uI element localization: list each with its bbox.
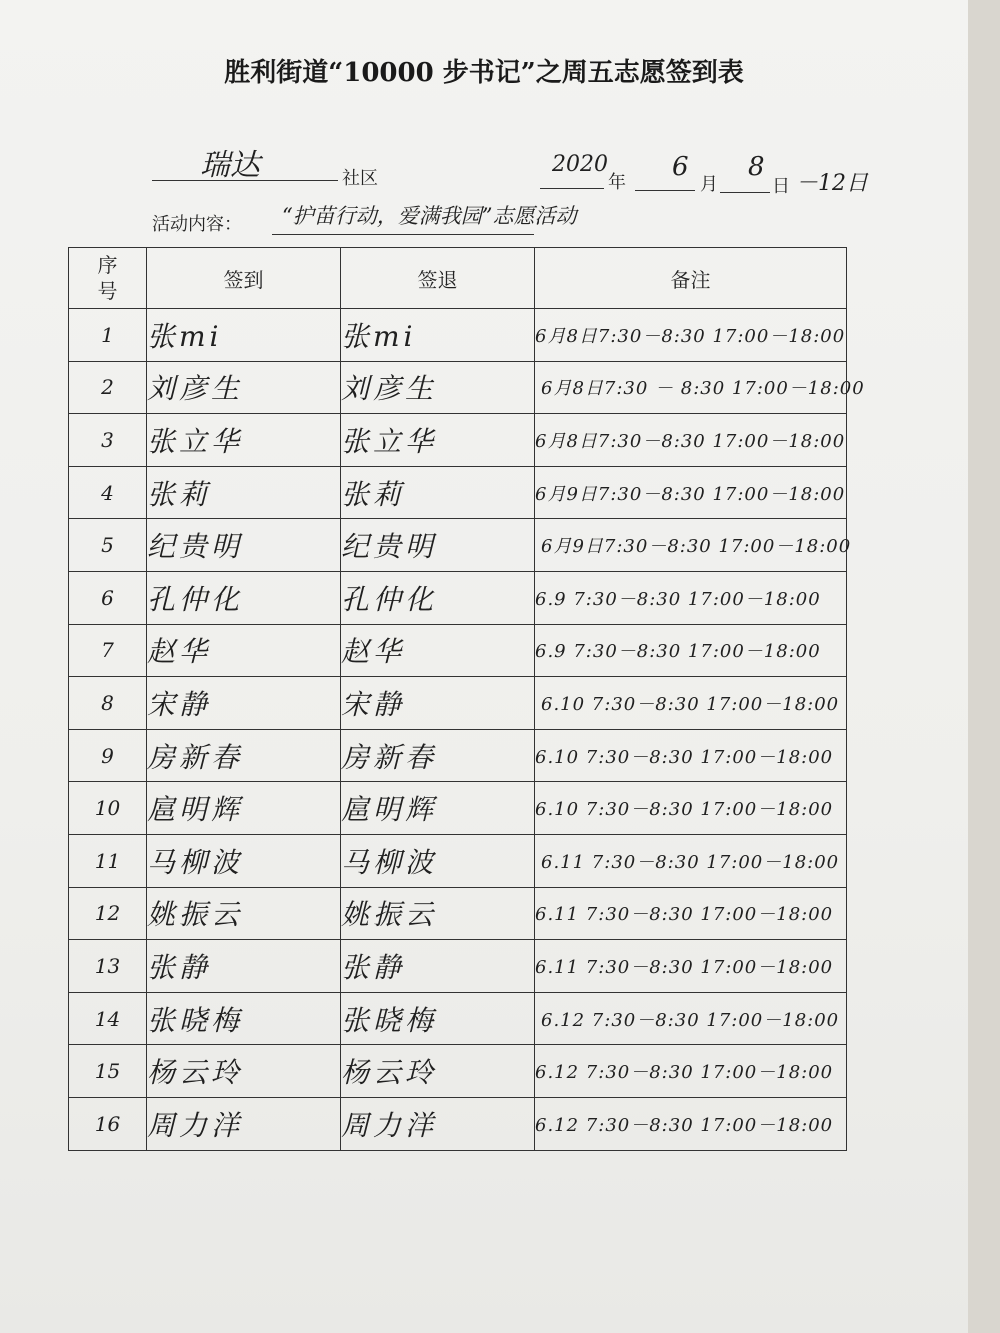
sign-out-signature-text: 张莉 xyxy=(341,477,406,511)
page-title: 胜利街道“10000 步书记”之周五志愿签到表 xyxy=(224,58,744,88)
row-number xyxy=(69,624,147,677)
row-number-text: 10 xyxy=(94,796,121,821)
row-number-text: 14 xyxy=(94,1006,121,1031)
sign-out-signature xyxy=(341,729,535,782)
sign-in-signature xyxy=(147,782,341,835)
row-number xyxy=(69,1097,147,1150)
note-time-range-text: 6.12 7:30－8:30 17:00－18:00 xyxy=(535,1062,834,1084)
sign-in-signature xyxy=(147,940,341,993)
note-time-range-text: 6.11 7:30－8:30 17:00－18:00 xyxy=(535,904,834,926)
sign-in-signature xyxy=(147,414,341,467)
row-number-text: 13 xyxy=(94,953,121,978)
date-range-suffix: －12日 xyxy=(796,171,868,196)
sign-in-signature xyxy=(147,466,341,519)
sign-out-signature-text: 张mi xyxy=(341,319,417,353)
sign-out-signature xyxy=(341,834,535,887)
sign-in-signature-text: 张晓梅 xyxy=(147,1003,244,1037)
row-number-text: 2 xyxy=(101,375,114,400)
sign-out-signature xyxy=(341,677,535,730)
note-time-range-text: 6月8日7:30 － 8:30 17:00－18:00 xyxy=(541,378,865,400)
community-label: 社区 xyxy=(342,168,378,189)
row-number-text: 16 xyxy=(94,1111,121,1136)
note-time-range-text: 6.11 7:30－8:30 17:00－18:00 xyxy=(535,956,834,978)
sign-out-signature-text: 扈明辉 xyxy=(341,793,438,827)
row-number-text: 1 xyxy=(101,322,114,347)
sign-in-signature-text: 张mi xyxy=(147,319,223,353)
row-number-text: 15 xyxy=(94,1059,121,1084)
year-value: 2020 xyxy=(552,152,608,177)
note-time-range xyxy=(535,834,847,887)
activity-underline xyxy=(272,234,534,235)
note-time-range xyxy=(535,887,847,940)
note-time-range xyxy=(535,940,847,993)
note-time-range xyxy=(535,624,847,677)
sign-in-signature xyxy=(147,571,341,624)
sign-in-signature xyxy=(147,361,341,414)
sign-in-signature xyxy=(147,1045,341,1098)
sign-out-signature-text: 杨云玲 xyxy=(341,1056,438,1090)
row-number-text: 4 xyxy=(101,480,114,505)
note-time-range xyxy=(535,466,847,519)
month-value: 6 xyxy=(672,152,689,182)
note-time-range xyxy=(535,992,847,1045)
sign-out-signature-text: 张立华 xyxy=(341,424,438,458)
sign-out-signature xyxy=(341,992,535,1045)
day-label: 日 xyxy=(772,176,790,197)
note-time-range-text: 6.12 7:30－8:30 17:00－18:00 xyxy=(535,1114,834,1136)
sign-in-signature-text: 姚振云 xyxy=(147,898,244,932)
sign-in-signature-text: 张静 xyxy=(147,950,212,984)
row-number-text: 5 xyxy=(101,533,114,558)
sign-in-signature-text: 杨云玲 xyxy=(147,1056,244,1090)
sign-in-signature-text: 孔仲化 xyxy=(147,582,244,616)
table-row xyxy=(69,361,847,414)
table-row xyxy=(69,940,847,993)
sign-in-signature-text: 刘彦生 xyxy=(147,372,244,406)
table-row xyxy=(69,519,847,572)
row-number xyxy=(69,834,147,887)
row-number xyxy=(69,414,147,467)
note-time-range xyxy=(535,677,847,730)
row-number xyxy=(69,361,147,414)
row-number xyxy=(69,519,147,572)
year-label: 年 xyxy=(608,172,626,193)
table-row xyxy=(69,466,847,519)
table-row xyxy=(69,729,847,782)
table-row xyxy=(69,1045,847,1098)
sign-out-signature xyxy=(341,1097,535,1150)
seq-header-label: 序号 xyxy=(97,253,118,303)
note-time-range-text: 6月9日7:30－8:30 17:00－18:00 xyxy=(535,483,846,505)
sign-out-signature xyxy=(341,361,535,414)
sign-in-signature xyxy=(147,624,341,677)
note-time-range xyxy=(535,571,847,624)
note-time-range xyxy=(535,1045,847,1098)
sign-out-signature-text: 孔仲化 xyxy=(341,582,438,616)
month-label: 月 xyxy=(700,174,718,195)
note-time-range-text: 6月8日7:30－8:30 17:00－18:00 xyxy=(535,430,846,452)
sign-in-signature-text: 周力洋 xyxy=(147,1108,244,1142)
year-underline xyxy=(540,188,604,189)
column-header-sign-out: 签退 xyxy=(341,248,535,309)
sign-out-signature-text: 刘彦生 xyxy=(341,372,438,406)
row-number xyxy=(69,940,147,993)
sign-in-signature xyxy=(147,887,341,940)
row-number xyxy=(69,729,147,782)
sign-in-signature xyxy=(147,729,341,782)
sign-in-signature-text: 纪贵明 xyxy=(147,530,244,564)
row-number-text: 11 xyxy=(94,848,121,873)
note-time-range-text: 6.10 7:30－8:30 17:00－18:00 xyxy=(535,746,834,768)
note-time-range-text: 6.12 7:30－8:30 17:00－18:00 xyxy=(541,1009,840,1031)
sign-out-signature xyxy=(341,624,535,677)
sign-out-signature xyxy=(341,1045,535,1098)
sign-out-signature xyxy=(341,571,535,624)
sign-in-signature xyxy=(147,1097,341,1150)
sign-in-signature xyxy=(147,834,341,887)
day-underline xyxy=(720,192,770,193)
table-row xyxy=(69,887,847,940)
table-row xyxy=(69,624,847,677)
row-number-text: 3 xyxy=(101,427,114,452)
note-time-range xyxy=(535,782,847,835)
note-time-range xyxy=(535,729,847,782)
sign-in-signature xyxy=(147,519,341,572)
community-underline xyxy=(152,180,338,181)
sign-in-signature-text: 宋静 xyxy=(147,687,212,721)
sign-in-table xyxy=(68,247,865,1151)
sign-in-signature-text: 马柳波 xyxy=(147,845,244,879)
activity-label: 活动内容： xyxy=(152,214,242,235)
sign-out-signature-text: 姚振云 xyxy=(341,898,438,932)
sign-in-signature xyxy=(147,677,341,730)
table-row xyxy=(69,571,847,624)
sign-out-signature-text: 房新春 xyxy=(341,740,438,774)
note-time-range xyxy=(535,309,847,362)
row-number-text: 6 xyxy=(101,585,114,610)
sign-out-signature xyxy=(341,782,535,835)
sign-out-signature-text: 纪贵明 xyxy=(341,530,438,564)
table-row xyxy=(69,677,847,730)
row-number xyxy=(69,887,147,940)
sign-in-signature-text: 房新春 xyxy=(147,740,244,774)
note-time-range-text: 6.11 7:30－8:30 17:00－18:00 xyxy=(541,851,840,873)
sign-out-signature xyxy=(341,466,535,519)
day-value: 8 xyxy=(748,152,765,182)
sign-out-signature xyxy=(341,887,535,940)
row-number-text: 12 xyxy=(94,901,121,926)
note-time-range xyxy=(535,1097,847,1150)
table-row xyxy=(69,414,847,467)
table-row xyxy=(69,992,847,1045)
row-number-text: 7 xyxy=(101,638,114,663)
note-time-range-text: 6.10 7:30－8:30 17:00－18:00 xyxy=(541,693,840,715)
sign-in-signature-text: 张立华 xyxy=(147,424,244,458)
sign-out-signature-text: 张静 xyxy=(341,950,406,984)
row-number xyxy=(69,1045,147,1098)
sign-out-signature xyxy=(341,940,535,993)
sign-in-signature xyxy=(147,992,341,1045)
row-number xyxy=(69,992,147,1045)
note-time-range-text: 6月8日7:30－8:30 17:00－18:00 xyxy=(535,325,846,347)
community-value: 瑞达 xyxy=(200,148,260,183)
row-number xyxy=(69,466,147,519)
sign-out-signature-text: 马柳波 xyxy=(341,845,438,879)
note-time-range xyxy=(535,519,852,572)
note-time-range xyxy=(535,361,865,414)
note-time-range-text: 6月9日7:30－8:30 17:00－18:00 xyxy=(541,536,852,558)
column-header-note: 备注 xyxy=(535,248,847,309)
table-row xyxy=(69,309,847,362)
sign-out-signature-text: 宋静 xyxy=(341,687,406,721)
row-number xyxy=(69,782,147,835)
column-header-seq xyxy=(69,248,147,309)
row-number-text: 9 xyxy=(101,743,114,768)
note-time-range-text: 6.9 7:30－8:30 17:00－18:00 xyxy=(535,588,821,610)
sign-out-signature-text: 张晓梅 xyxy=(341,1003,438,1037)
note-time-range-text: 6.9 7:30－8:30 17:00－18:00 xyxy=(535,641,821,663)
table-row xyxy=(69,834,847,887)
sign-in-signature-text: 张莉 xyxy=(147,477,212,511)
sign-out-signature xyxy=(341,309,535,362)
table-row xyxy=(69,1097,847,1150)
sign-out-signature-text: 周力洋 xyxy=(341,1108,438,1142)
sign-out-signature-text: 赵华 xyxy=(341,635,406,669)
sign-in-signature xyxy=(147,309,341,362)
row-number xyxy=(69,571,147,624)
note-time-range xyxy=(535,414,847,467)
activity-value: “护苗行动，爱满我园”志愿活动 xyxy=(282,204,577,228)
column-header-sign-in: 签到 xyxy=(147,248,341,309)
note-time-range-text: 6.10 7:30－8:30 17:00－18:00 xyxy=(535,799,834,821)
table-header-row xyxy=(69,248,847,309)
sign-out-signature xyxy=(341,414,535,467)
row-number xyxy=(69,677,147,730)
sign-in-signature-text: 扈明辉 xyxy=(147,793,244,827)
row-number xyxy=(69,309,147,362)
sign-in-signature-text: 赵华 xyxy=(147,635,212,669)
month-underline xyxy=(635,190,695,191)
row-number-text: 8 xyxy=(101,690,114,715)
table-row xyxy=(69,782,847,835)
sign-out-signature xyxy=(341,519,535,572)
